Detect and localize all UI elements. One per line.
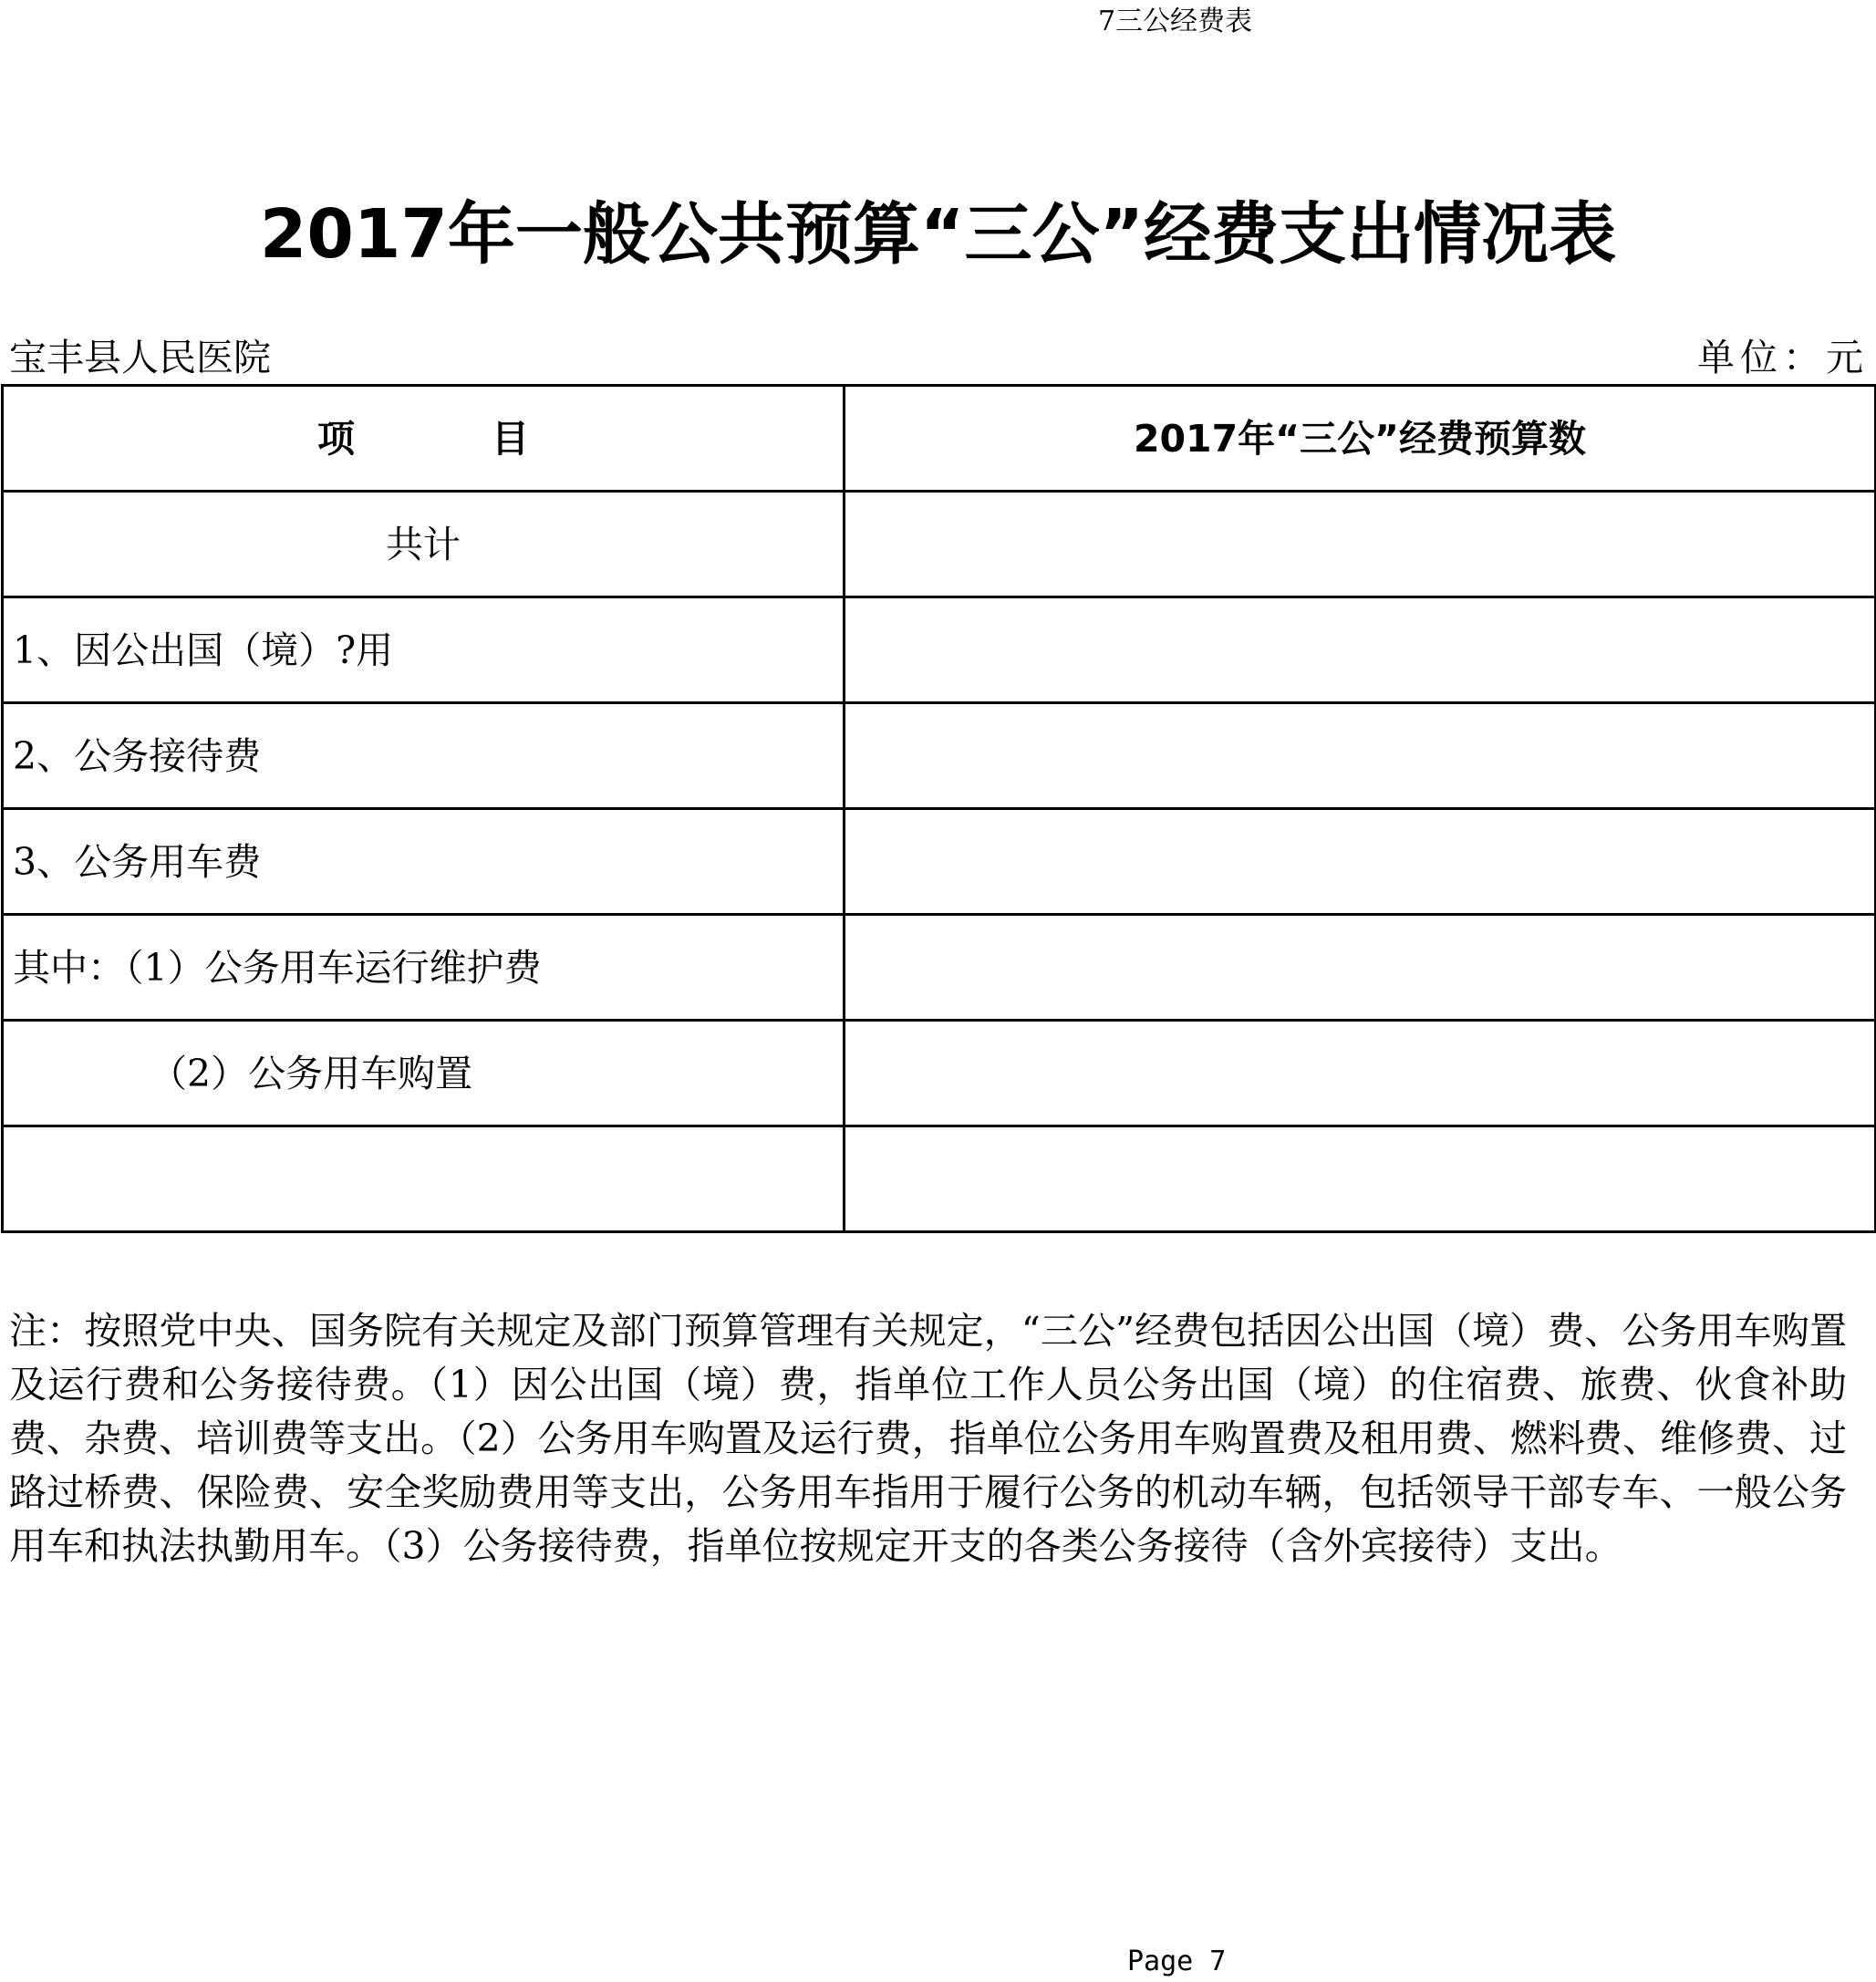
header-budget: 2017年“三公”经费预算数 — [845, 386, 1876, 492]
note-paragraph: 注：按照党中央、国务院有关规定及部门预算管理有关规定，“三公”经费包括因公出国（境）费、公务用车购置及运行费和公务接待费。（1）因公出国（境）费，指单位工作人员公务出国（境）的住宿费、旅费、伙食补助费、杂费、培训费等支出。（2）公务用车购置及运行费，指单位公务用车购置费及租用费、燃料费、维修费、过路过桥费、保险费、安全奖励费用等支出，公务用车指用于履行公务的机动车辆，包括领导干部专车、一般公务用车和执法执勤用车。（3）公务接待费，指单位按规定开支的各类公务接待（含外宾接待）支出。 — [9, 1309, 1847, 1568]
organization-name: 宝丰县人民医院 — [9, 336, 271, 379]
table-row — [3, 809, 1876, 915]
row-vehicle-purchase-value — [845, 1021, 1876, 1126]
unit-label: 单位：元 — [1697, 336, 1869, 379]
table-row — [3, 1021, 1876, 1126]
row-total-value — [845, 492, 1876, 597]
row-total-label: 共计 — [3, 492, 845, 597]
header-item — [3, 386, 845, 492]
row-abroad-label: 1、因公出国（境）?用 — [3, 597, 845, 703]
row-vehicle-operation-label: 其中：（1）公务用车运行维护费 — [3, 915, 845, 1021]
row-empty-label — [3, 1126, 845, 1232]
row-abroad-value — [845, 597, 1876, 703]
row-vehicle-value — [845, 809, 1876, 915]
table-header-row — [3, 386, 1876, 492]
page-footer: Page 7 — [1127, 1946, 1227, 1977]
table-row — [3, 492, 1876, 597]
table-row — [3, 597, 1876, 703]
sheet-name: 7三公经费表 — [1097, 5, 1253, 37]
row-vehicle-label: 3、公务用车费 — [3, 809, 845, 915]
row-reception-label: 2、公务接待费 — [3, 703, 845, 809]
page-title: 2017年一般公共预算“三公”经费支出情况表 — [259, 195, 1617, 274]
row-empty-value — [845, 1126, 1876, 1232]
table-row — [3, 1126, 1876, 1232]
row-vehicle-operation-value — [845, 915, 1876, 1021]
row-vehicle-purchase-label: （2）公务用车购置 — [3, 1021, 845, 1126]
header-item-part1: 项 — [317, 416, 355, 461]
table-row — [3, 915, 1876, 1021]
table-row — [3, 703, 1876, 809]
expense-table — [1, 384, 1876, 1233]
header-item-part2: 目 — [492, 416, 529, 461]
row-reception-value — [845, 703, 1876, 809]
